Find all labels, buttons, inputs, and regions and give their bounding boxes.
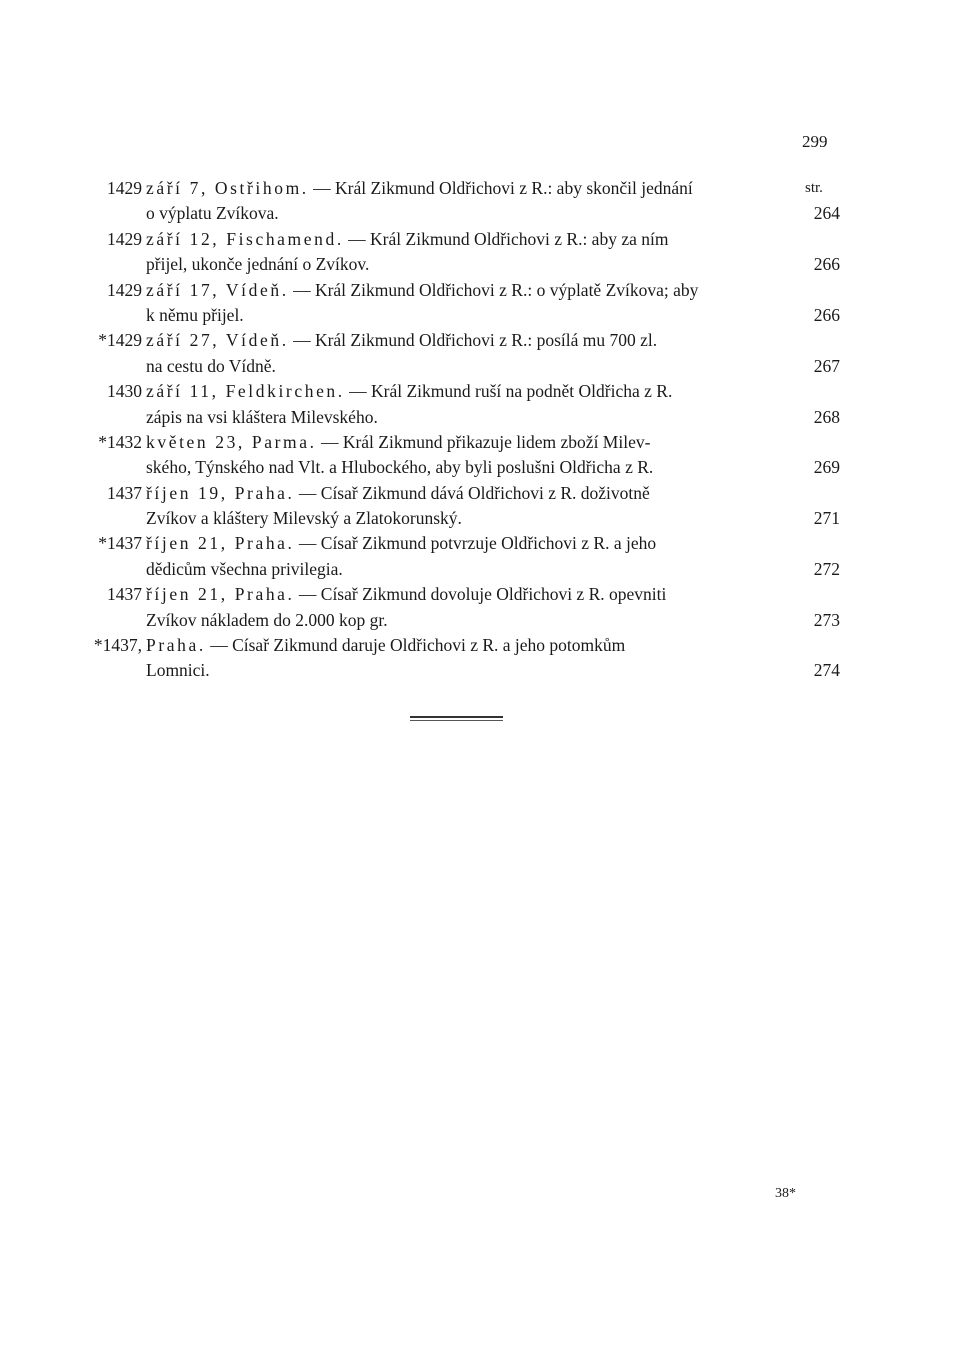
entry-text-line2: o výplatu Zvíkova. — [146, 203, 279, 224]
entry-page-ref: 269 — [813, 457, 840, 478]
entry-year: 1429 — [107, 228, 142, 249]
entry-second-line — [80, 303, 840, 328]
regest-entry — [80, 430, 840, 481]
regest-entry — [80, 328, 840, 379]
entry-year: *1429 — [98, 330, 142, 351]
regest-entry — [80, 278, 840, 329]
entry-second-line — [80, 201, 840, 226]
entry-date-place: květen 23, Parma. — [146, 431, 317, 452]
entry-date-place: září 27, Vídeň. — [146, 330, 289, 351]
reference-column-label: str. — [805, 180, 823, 196]
entry-year: *1432 — [98, 431, 142, 452]
regest-list — [80, 176, 840, 684]
entry-page-ref: 264 — [813, 203, 840, 224]
entry-page-ref: 274 — [813, 660, 840, 681]
entry-year: 1429 — [107, 178, 142, 198]
entry-first-line — [80, 176, 840, 201]
entry-text-line2: Zvíkov nákladem do 2.000 kop gr. — [146, 609, 388, 630]
entry-text-line2: zápis na vsi kláštera Milevského. — [146, 406, 378, 427]
regest-entry — [80, 176, 840, 227]
entry-first-line — [80, 633, 840, 658]
entry-year: 1437 — [107, 584, 142, 605]
signature-mark: 38* — [775, 1186, 796, 1201]
entry-text-line1: — Císař Zikmund potvrzuje Oldřichovi z R. a jeho — [298, 533, 657, 554]
entry-year: *1437 — [98, 533, 142, 554]
entry-page-ref: 266 — [813, 304, 840, 325]
entry-text-line1: — Král Zikmund přikazuje lidem zboží Milev- — [320, 431, 651, 452]
entry-date-place: září 17, Vídeň. — [146, 279, 289, 300]
entry-first-line — [80, 582, 840, 607]
entry-text-line1: — Král Zikmund Oldřichovi z R.: posílá mu 700 zl. — [293, 330, 658, 351]
entry-text-line1: — Král Zikmund Oldřichovi z R.: aby skončil jednání — [313, 178, 693, 198]
end-rule-thin — [410, 720, 503, 721]
entry-second-line — [80, 506, 840, 531]
entry-year: 1429 — [107, 279, 142, 300]
entry-text-line1: — Král Zikmund Oldřichovi z R.: aby za ním — [348, 228, 669, 249]
entry-text-line1: — Císař Zikmund dává Oldřichovi z R. doživotně — [298, 482, 650, 503]
entry-page-ref: 271 — [813, 508, 840, 529]
regest-entry — [80, 633, 840, 684]
entry-text-line1: — Král Zikmund ruší na podnět Oldřicha z R. — [349, 381, 673, 402]
entry-second-line — [80, 608, 840, 633]
entry-text-line1: — Císař Zikmund dovoluje Oldřichovi z R. opevniti — [298, 584, 667, 605]
entry-page-ref: 268 — [813, 406, 840, 427]
entry-page-ref: 272 — [813, 558, 840, 579]
entry-text-line2: ského, Týnského nad Vlt. a Hlubockého, aby byli poslušni Oldřicha z R. — [146, 457, 654, 478]
regest-entry — [80, 582, 840, 633]
entry-date-place: říjen 21, Praha. — [146, 584, 295, 605]
entry-date-place: září 7, Ostřihom. — [146, 178, 309, 198]
entry-second-line — [80, 354, 840, 379]
entry-first-line — [80, 430, 840, 455]
entry-date-place: září 12, Fischamend. — [146, 228, 344, 249]
entry-date-place: říjen 19, Praha. — [146, 482, 295, 503]
entry-page-ref: 273 — [813, 609, 840, 630]
page-number: 299 — [802, 132, 828, 151]
entry-second-line — [80, 252, 840, 277]
entry-first-line — [80, 328, 840, 353]
regest-entry — [80, 379, 840, 430]
entry-second-line — [80, 405, 840, 430]
entry-year: 1437 — [107, 482, 142, 503]
entry-year: *1437, — [93, 635, 142, 656]
entry-second-line — [80, 557, 840, 582]
entry-first-line — [80, 481, 840, 506]
entry-text-line1: — Král Zikmund Oldřichovi z R.: o výplatě Zvíkova; aby — [293, 279, 699, 300]
entry-first-line — [80, 227, 840, 252]
entry-second-line — [80, 658, 840, 683]
entry-text-line2: na cestu do Vídně. — [146, 355, 276, 376]
entry-text-line1: — Císař Zikmund daruje Oldřichovi z R. a jeho potomkům — [210, 635, 626, 656]
regest-entry — [80, 227, 840, 278]
entry-first-line — [80, 278, 840, 303]
regest-entry — [80, 531, 840, 582]
entry-date-place: říjen 21, Praha. — [146, 533, 295, 554]
entry-text-line2: dědicům všechna privilegia. — [146, 558, 343, 579]
entry-second-line — [80, 455, 840, 480]
entry-first-line — [80, 531, 840, 556]
entry-text-line2: k němu přijel. — [146, 304, 244, 325]
entry-text-line2: Lomnici. — [146, 660, 210, 681]
entry-text-line2: přijel, ukonče jednání o Zvíkov. — [146, 254, 370, 275]
entry-year: 1430 — [107, 381, 142, 402]
entry-page-ref: 267 — [813, 355, 840, 376]
entry-date-place: Praha. — [146, 635, 206, 656]
entry-date-place: září 11, Feldkirchen. — [146, 381, 345, 402]
entry-text-line2: Zvíkov a kláštery Milevský a Zlatokorunský. — [146, 508, 462, 529]
end-rule — [410, 716, 503, 718]
regest-entry — [80, 481, 840, 532]
entry-page-ref: 266 — [813, 254, 840, 275]
entry-first-line — [80, 379, 840, 404]
